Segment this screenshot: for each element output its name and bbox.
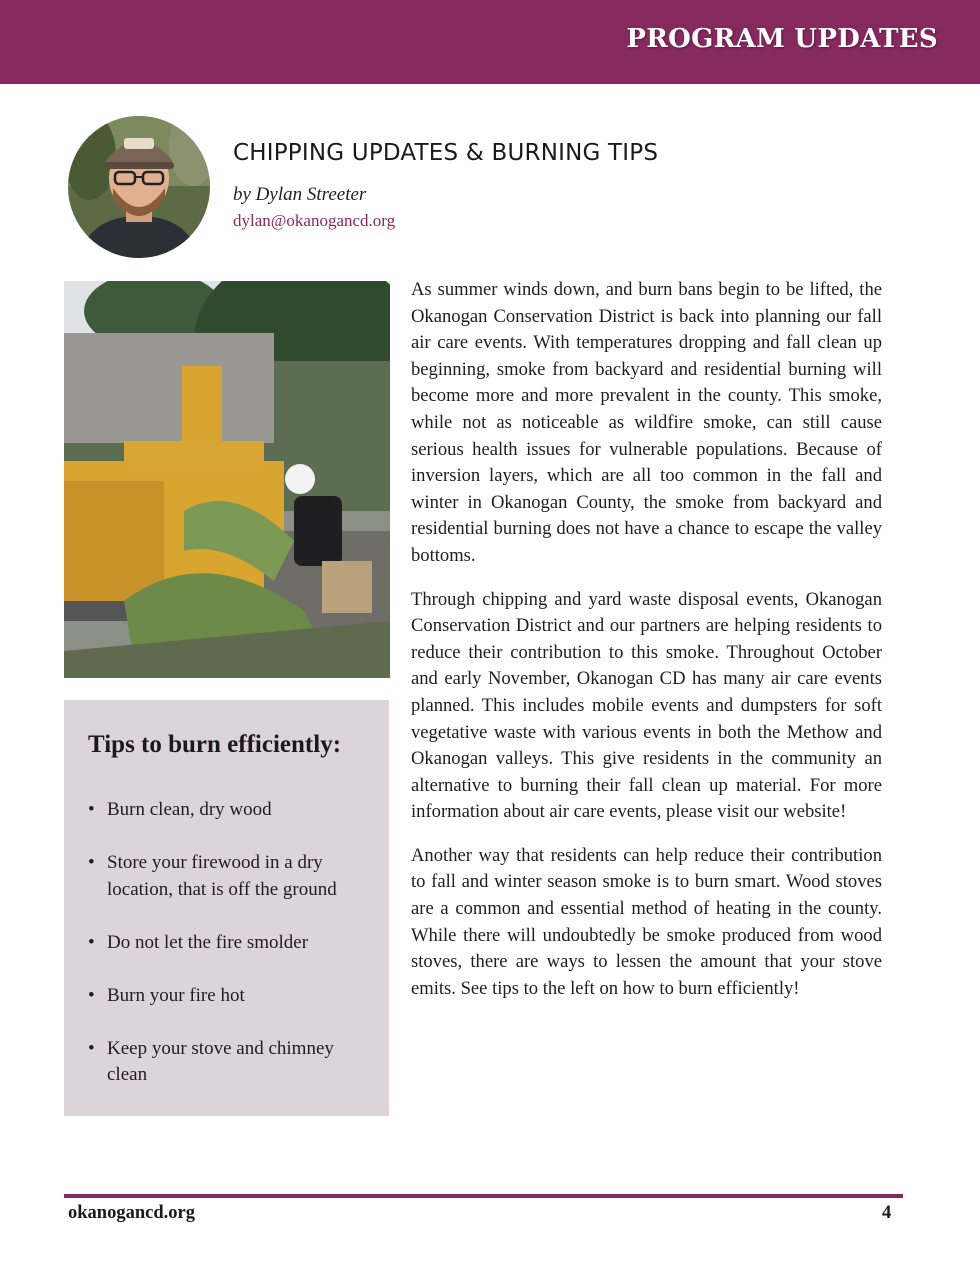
footer-website-link[interactable]: okanogancd.org [68, 1203, 195, 1223]
tip-item: • Burn clean, dry wood [88, 797, 378, 824]
tip-item: • Burn your fire hot [88, 983, 378, 1010]
article-title: CHIPPING UPDATES & BURNING TIPS [233, 140, 659, 166]
author-byline: by Dylan Streeter [233, 184, 367, 205]
author-email-link[interactable]: dylan@okanogancd.org [233, 211, 396, 230]
wood-chipper-image [64, 281, 390, 678]
tip-item: • Store your firewood in a dry location, that is off the ground [88, 850, 378, 903]
header-bar [0, 0, 980, 84]
body-paragraph: Another way that residents can help reduce their contribution to fall and winter season smoke is to burn smart. Wood stoves are a common and essential method of heating in the county. While there will undoubtedly be smoke produced from wood stoves, there are ways to lessen the amount that your stove emits. See tips to the left on how to burn efficiently! [411, 844, 882, 999]
body-paragraph: As summer winds down, and burn bans begin to be lifted, the Okanogan Conservation District is back into planning our fall air care events. With temperatures dropping and fall clean up beginning, smoke from backyard and residential burning will become more and more prevalent in the county. This smoke, while not as noticeable as wildfire smoke, can still cause serious health issues for vulnerable populations. Because of inversion layers, which are all too common in the fall and winter in Okanogan County, the smoke from backyard and residential burning does not have a chance to escape the valley bottoms. [411, 279, 882, 566]
author-portrait-image [68, 116, 210, 258]
tip-item: • Keep your stove and chimney clean [88, 1036, 378, 1089]
body-paragraph: Through chipping and yard waste disposal events, Okanogan Conservation District and our partners are helping residents to reduce their contribution to this smoke. Throughout October and early November, Okanogan CD has many air care events planned. This includes mobile events and dumpsters for soft vegetative waste with various events in both the Methow and Okanogan valleys. This give residents in the community an alternative to burning their fall clean up material. For more information about air care events, please visit our website! [411, 588, 882, 823]
tips-title: Tips to burn efficiently: [88, 731, 342, 758]
footer-divider [64, 1194, 903, 1198]
page-number: 4 [882, 1203, 892, 1223]
tip-item: • Do not let the fire smolder [88, 930, 378, 957]
section-title: PROGRAM UPDATES [626, 24, 938, 54]
burning-tips-box [64, 700, 389, 1116]
author-photo [68, 116, 210, 258]
article-body [411, 277, 882, 1019]
wood-chipper-photo [64, 281, 390, 678]
tips-list [88, 797, 378, 1115]
